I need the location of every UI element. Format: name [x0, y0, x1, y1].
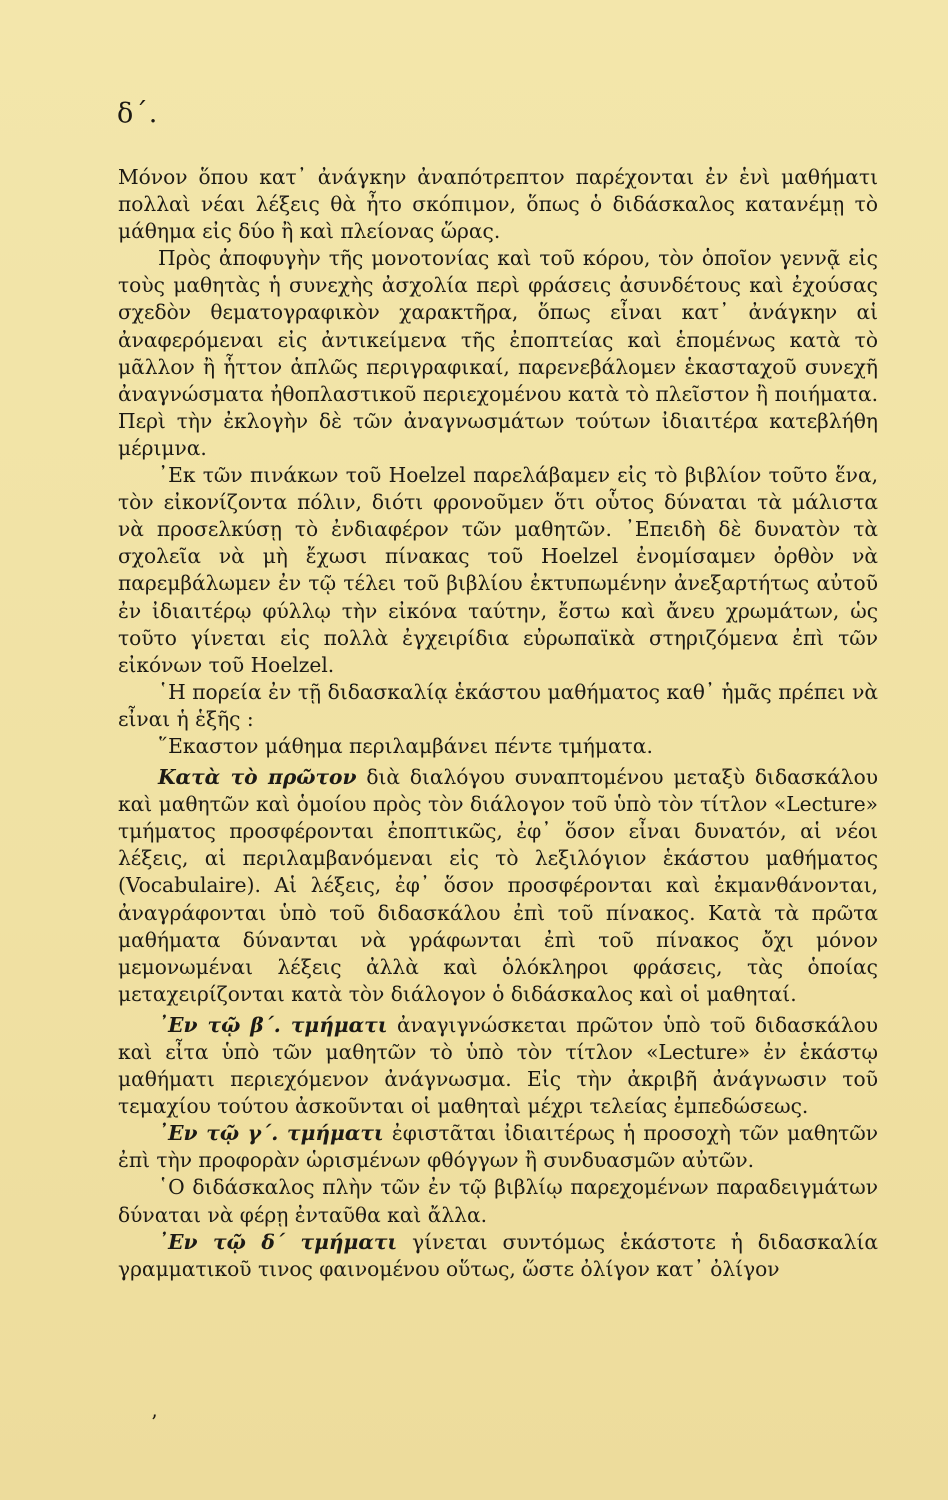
paragraph-6-text: διὰ διαλόγου συναπτομένου μεταξὺ διδασκάλου καὶ μαθητῶν καὶ ὁμοίου πρὸς τὸν διάλογον τοῦ ὑπὸ τὸν τίτλον «Lecture» τμήματος προσφέρονται ἐποπτικῶς, ἐφ᾿ ὅσον εἶναι δυνατόν, αἱ νέοι λέξεις, αἱ περιλαμβανόμεναι εἰς τὸ λεξιλόγιον ἑκάστου μαθήματος (Vocabulaire). Αἱ λέξεις, ἐφ᾿ ὅσον προσφέρονται καὶ ἐκμανθάνονται, ἀναγράφονται ὑπὸ τοῦ διδασκάλου ἐπὶ τοῦ πίνακος. Κατὰ τὰ πρῶτα μαθήματα δύνανται νὰ γράφωνται ἐπὶ τοῦ πίνακος ὄχι μόνον μεμονωμέναι λέξεις ἀλλὰ καὶ ὁλόκληροι φράσεις, τὰς ὁποίας μεταχειρίζονται κατὰ τὸν διάλογον ὁ διδάσκαλος καὶ οἱ μαθηταί.: [118, 765, 879, 1006]
paragraph-2: [118, 245, 878, 462]
paragraph-5: [118, 733, 878, 760]
paragraph-7: [118, 1012, 878, 1120]
section-4-lead: ᾿Εν τῷ δ΄ τμήματι: [158, 1229, 398, 1254]
bottom-mark: ’: [151, 1410, 158, 1434]
paragraph-9-text: ῾Ο διδάσκαλος πλὴν τῶν ἐν τῷ βιβλίῳ παρεχομένων παραδειγμάτων δύναται νὰ φέρῃ ἐνταῦθα καὶ ἄλλα.: [118, 1175, 878, 1227]
section-3-lead: ᾿Εν τῷ γ΄. τμήματι: [158, 1121, 384, 1146]
paragraph-6: [118, 764, 878, 1008]
paragraph-4-text: ῾Η πορεία ἐν τῇ διδασκαλίᾳ ἑκάστου μαθήματος καθ᾿ ἡμᾶς πρέπει νὰ εἶναι ἡ ἑξῆς :: [118, 679, 878, 731]
paragraph-9: [118, 1174, 878, 1228]
paragraph-2-text: Πρὸς ἀποφυγὴν τῆς μονοτονίας καὶ τοῦ κόρου, τὸν ὁποῖον γεννᾷ εἰς τοὺς μαθητὰς ἡ συνεχὴς ἀσχολία περὶ φράσεις ἀσυνδέτους καὶ ἐχούσας σχεδὸν θεματογραφικὸν χαρακτῆρα, ὅπως εἶναι κατ᾿ ἀνάγκην αἱ ἀναφερόμεναι εἰς ἀντικείμενα τῆς ἐποπτείας καὶ ἑπομένως κατὰ τὸ μᾶλλον ἢ ἧττον ἁπλῶς περιγραφικαί, παρενεβάλομεν ἑκασταχοῦ συνεχῆ ἀναγνώσματα ἠθοπλαστικοῦ περιεχομένου κατὰ τὸ πλεῖστον ἢ ποιήματα. Περὶ τὴν ἐκλογὴν δὲ τῶν ἀναγνωσμάτων τούτων ἰδιαιτέρα κατεβλήθη μέριμνα.: [118, 246, 878, 460]
paragraph-3-text: ᾿Εκ τῶν πινάκων τοῦ Hoelzel παρελάβαμεν εἰς τὸ βιβλίον τοῦτο ἕνα, τὸν εἰκονίζοντα πόλιν, διότι φρονοῦμεν ὅτι οὗτος δύναται τὰ μάλιστα νὰ προσελκύσῃ τὸ ἐνδιαφέρον τῶν μαθητῶν. ᾿Επειδὴ δὲ δυνατὸν τὰ σχολεῖα νὰ μὴ ἔχωσι πίνακας τοῦ Hoelzel ἐνομίσαμεν ὀρθὸν νὰ παρεμβάλωμεν ἐν τῷ τέλει τοῦ βιβλίου ἐκτυπωμένην ἀνεξαρτήτως αὐτοῦ ἐν ἰδιαιτέρῳ φύλλῳ τὴν εἰκόνα ταύτην, ἔστω καὶ ἄνευ χρωμάτων, ὡς τοῦτο γίνεται εἰς πολλὰ ἐγχειρίδια εὐρωπαϊκὰ στηριζόμενα ἐπὶ τῶν εἰκόνων τοῦ Hoelzel.: [118, 463, 878, 677]
body-text: [118, 164, 878, 1283]
paragraph-1: [118, 164, 878, 245]
section-1-lead: Κατὰ τὸ πρῶτον: [158, 765, 357, 790]
paragraph-4: [118, 679, 878, 733]
paragraph-5-text: ῞Εκαστον μάθημα περιλαμβάνει πέντε τμήματα.: [158, 733, 653, 758]
paragraph-3: [118, 462, 878, 679]
paragraph-10: [118, 1229, 878, 1283]
paragraph-1-text: Μόνον ὅπου κατ᾿ ἀνάγκην ἀναπότρεπτον παρέχονται ἐν ἑνὶ μαθήματι πολλαὶ νέαι λέξεις θὰ ἦτο σκόπιμον, ὅπως ὁ διδάσκαλος κατανέμῃ τὸ μάθημα εἰς δύο ἢ καὶ πλείονας ὥρας.: [118, 165, 878, 244]
paragraph-7-text: ἀναγιγνώσκεται πρῶτον ὑπὸ τοῦ διδασκάλου καὶ εἶτα ὑπὸ τῶν μαθητῶν τὸ ὑπὸ τὸν τίτλον «Lecture» ἐν ἑκάστῳ μαθήματι περιεχόμενον ἀνάγνωσμα. Εἰς τὴν ἀκριβῆ ἀνάγνωσιν τοῦ τεμαχίου τούτου ἀσκοῦνται οἱ μαθηταὶ μέχρι τελείας ἐμπεδώσεως.: [118, 1012, 879, 1119]
paragraph-8-text: ἐφιστᾶται ἰδιαιτέρως ἡ προσοχὴ τῶν μαθητῶν ἐπὶ τὴν προφορὰν ὡρισμένων φθόγγων ἢ συνδυασμῶν αὐτῶν.: [118, 1121, 878, 1173]
page-number: δ΄.: [117, 98, 159, 129]
paragraph-8: [118, 1120, 878, 1174]
paragraph-10-text: γίνεται συντόμως ἑκάστοτε ἡ διδασκαλία γραμματικοῦ τινος φαινομένου οὕτως, ὥστε ὀλίγον κατ᾿ ὀλίγον: [118, 1229, 879, 1281]
section-2-lead: ᾿Εν τῷ β΄. τμήματι: [158, 1012, 388, 1037]
